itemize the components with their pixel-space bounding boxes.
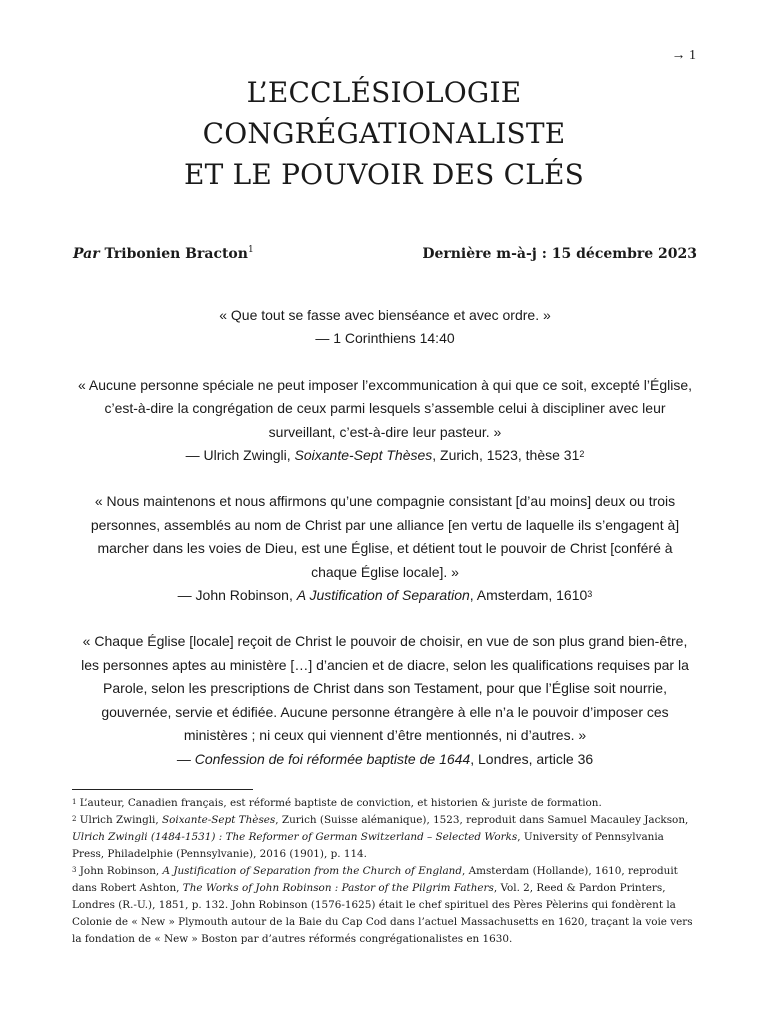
attr-suffix: , Londres, article 36 [470, 750, 594, 767]
footnote-number: 3 [72, 866, 77, 874]
footnote-1 [72, 795, 696, 812]
attr-suffix: , Zurich, 1523, thèse 31 [432, 447, 580, 464]
quote-text: « Aucune personne spéciale ne peut imposer l’excommunication à qui que ce soit, excepté l’Église, c’est-à-dire la congrégation de ceux parmi lesquels s’assemble celui à discipliner avec leur surveillant, c’est-à-dire leur pasteur. » [77, 376, 693, 440]
footnote-separator [72, 789, 253, 790]
epigraphs [73, 304, 697, 771]
attr-title: Confession de foi réformée baptiste de 1644 [194, 750, 471, 767]
quote-attribution [73, 584, 697, 607]
epigraph-confession-1644 [73, 630, 697, 770]
quote-text: « Nous maintenons et nous affirmons qu’une compagnie consistant [d’au moins] deux ou trois personnes, assemblés au nom de Christ par une alliance [en vertu de laquelle ils s’engagent à] marcher dans les voies de Dieu, est une Église, et détient tout le pouvoir de Christ [conféré à chaque Église locale]. » [90, 493, 680, 580]
footnote-text: Ulrich Zwingli, [76, 814, 162, 826]
quote-text: « Que tout se fasse avec bienséance et avec ordre. » [219, 307, 551, 323]
footnote-ref-3[interactable]: 3 [587, 589, 593, 600]
footnote-ref-2[interactable]: 2 [579, 449, 585, 460]
attr-prefix: — [176, 750, 195, 767]
footnote-text: , Zurich (Suisse alémanique), 1523, reproduit dans Samuel Macauley Jackson, [275, 814, 689, 826]
attr-title: Soixante-Sept Thèses [294, 447, 433, 464]
epigraph-robinson [73, 490, 697, 607]
footnote-2 [72, 812, 696, 863]
attr-title: A Justification of Separation [296, 587, 470, 604]
quote-text: « Chaque Église [locale] reçoit de Christ le pouvoir de choisir, en vue de son plus grand bien-être, les personnes aptes au ministère […] d’ancien et de diacre, selon les qualifications requises par la Parole, selon les prescriptions de Christ dans son Testament, pour que l’Église soit nourrie, gouvernée, servie et édifiée. Aucune personne étrangère à elle n’a le pouvoir d’imposer ces ministères ; ni ceux qui viennent d’être mentionnés, ni d’autres. » [81, 633, 689, 744]
footnote-text: John Robinson, [76, 865, 163, 877]
footnote-number: 2 [72, 815, 77, 823]
attr-prefix: — John Robinson, [177, 587, 297, 604]
epigraph-zwingli [73, 374, 697, 468]
footnote-text: , University of Pennsylvania Press, Philadelphie (Pennsylvanie), 2016 (1901), p. 114. [72, 831, 664, 860]
epigraph-corinthians [73, 304, 697, 351]
title-line-1: L’ECCLÉSIOLOGIE [246, 76, 522, 109]
quote-attribution: — 1 Corinthiens 14:40 [315, 330, 455, 347]
footnotes [72, 795, 696, 948]
footnote-italic: Ulrich Zwingli (1484-1531) : The Reformer of German Switzerland – Selected Works [72, 831, 518, 843]
footnote-text: , Amsterdam (Hollande), 1610, reproduit dans Robert Ashton, [72, 865, 678, 894]
quote-attribution [73, 444, 697, 467]
attr-suffix: , Amsterdam, 1610 [469, 587, 588, 604]
page-number: → 1 [671, 48, 696, 63]
author-line [73, 246, 254, 262]
title-line-3: ET LE POUVOIR DES CLÉS [183, 158, 585, 191]
par-label: Par [73, 246, 100, 262]
footnote-text: , Vol. 2, Reed & Pardon Printers, Londres (R.-U.), 1851, p. 132. John Robinson (1576-1625) était le chef spirituel des Pères Pèlerins qui fondèrent la Colonie de « New » Plymouth autour de la Baie du Cap Cod dans l’actuel Massachusetts en 1620, traçant la voie vers la fondation de « New » Boston par d’autres réformés congrégationalistes en 1630. [72, 882, 693, 945]
byline [73, 246, 697, 262]
last-updated: Dernière m-à-j : 15 décembre 2023 [422, 246, 697, 262]
attr-prefix: — Ulrich Zwingli, [185, 447, 295, 464]
document-title [0, 72, 768, 195]
author-name: Tribonien Bracton [104, 246, 248, 262]
footnote-italic: A Justification of Separation from the Church of England [162, 865, 462, 877]
footnote-italic: Soixante-Sept Thèses [162, 814, 276, 826]
footnote-number: 1 [72, 798, 77, 806]
quote-attribution [73, 748, 697, 771]
footnote-3 [72, 863, 696, 948]
title-line-2: CONGRÉGATIONALISTE [202, 117, 566, 150]
footnote-italic: The Works of John Robinson : Pastor of the Pilgrim Fathers [182, 882, 494, 894]
footnote-text: L’auteur, Canadien français, est réformé baptiste de conviction, et historien & juriste de formation. [76, 797, 602, 809]
footnote-ref-1[interactable]: 1 [247, 245, 254, 255]
